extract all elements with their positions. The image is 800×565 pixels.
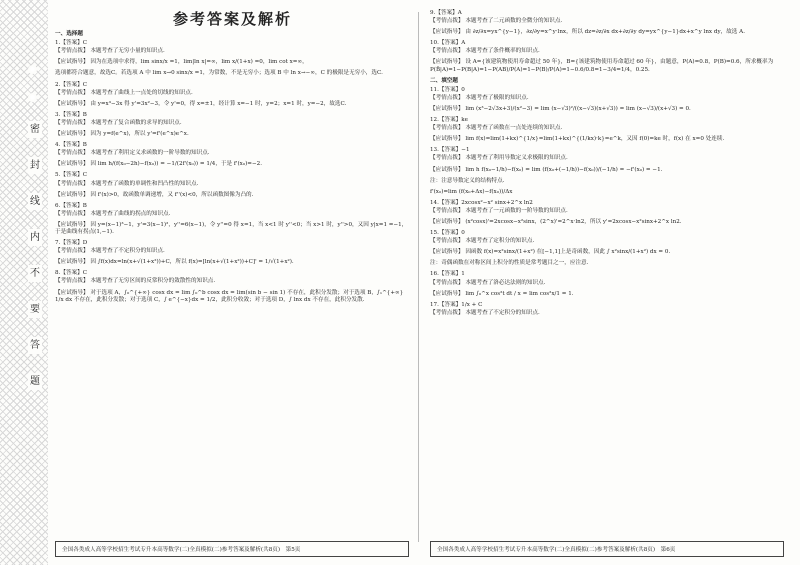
section-heading: 二、填空题 (430, 77, 458, 84)
kaoqing: 【考情点拨】 本题考查了洛必达法则的知识点. (430, 279, 546, 286)
answer-line: 5.【答案】C (55, 172, 87, 179)
right-column (430, 8, 782, 321)
answer-line: 2.【答案】C (55, 81, 87, 88)
answer-line: 15.【答案】0 (430, 230, 465, 237)
answer-line: 3.【答案】B (55, 111, 87, 118)
margin-char: 题 (28, 373, 42, 390)
guidance: 【应试指导】 因为 y=f(e^x)，所以 y'=f'(e^x)e^x. (55, 131, 189, 138)
footer-right: 全国各类成人高等学校招生考试专升本高等数学(二)全真模拟(二)参考答案及解析(共8页) 第6页 (430, 541, 784, 557)
guidance: 【应试指导】 因 ∫f(x)dx=ln(x+√(1+x²))+C，所以 f(x)=[ln(x+√(1+x²))+C]' = 1/√(1+x²). (55, 259, 294, 266)
kaoqing: 【考情点拨】 本题考查了无穷区间的反常积分的敛散性的知识点. (55, 278, 216, 285)
answer-line: 6.【答案】B (55, 202, 87, 209)
guidance: 【应试指导】 因 y=(x−1)³−1，y'=3(x−1)²，y''=6(x−1)，令 y''=0 得 x=1，当 x<1 时 y''<0；当 x>1 时，y''>0，又因 y|x=1 =−1，于是曲线有拐点(1,−1). (55, 221, 408, 235)
margin-char: 线 (28, 193, 42, 210)
answer-line: 12.【答案】ke (430, 117, 468, 124)
section-heading: 一、选择题 (55, 31, 83, 38)
kaoqing: 【考情点拨】 本题考查了不定积分的知识点. (430, 309, 540, 316)
note: 注：注意导数定义的结构特点. (430, 177, 505, 184)
binding-hole-icon: ● (29, 66, 36, 73)
answer-line: 14.【答案】2xcosx²−x² sinx+2^x ln2 (430, 199, 533, 206)
kaoqing: 【考情点拨】 本题考查了曲线的拐点的知识点. (55, 210, 171, 217)
kaoqing: 【考情点拨】 本题考查了条件概率的知识点. (430, 48, 540, 55)
column-divider (418, 12, 419, 542)
margin-char: 内 (28, 229, 42, 246)
answer-line: 16.【答案】1 (430, 271, 465, 278)
kaoqing: 【考情点拨】 本题考查了极限的知识点. (430, 94, 529, 101)
guidance: 【应试指导】 lim ∫₀^x cos²t dt / x = lim cos²x/1 = 1. (430, 290, 574, 297)
kaoqing: 【考情点拨】 本题考查了无穷小量的知识点. (55, 48, 165, 55)
kaoqing: 【考情点拨】 本题考查了曲线上一点处的切线的知识点. (55, 89, 193, 96)
answer-line: 11.【答案】0 (430, 86, 465, 93)
answer-line: 9.【答案】A (430, 10, 462, 16)
margin-char: 不 (28, 265, 42, 282)
kaoqing: 【考情点拨】 本题考查了复合函数的求导的知识点. (55, 119, 182, 126)
binding-hole-icon: ● (29, 94, 36, 101)
kaoqing: 【考情点拨】 本题考查了不定积分的知识点. (55, 248, 165, 255)
answer-line: 1.【答案】C (55, 40, 87, 47)
guidance-more: 选项都符合题意，故选C。若选项 A 中 lim x→0 sinx/x =1，为常数，不是无穷小；选项 B 中 ln x→−∞，C 的极限是无穷小，选C. (55, 70, 383, 77)
guidance: 【应试指导】 因 lim h/(f(x₀−2h)−f(x₀)) = −1/(2f'(x₀)) = 1/4，于是 f'(x₀)=−2. (55, 161, 262, 168)
kaoqing: 【考情点拨】 本题考查了定积分的知识点. (430, 238, 535, 245)
guidance: 【应试指导】 对于选项 A，∫₀^{+∞} cosx dx = lim ∫₀^b cosx dx = lim(sin b − sin 1) 不存在，此积分发散；对于选项 B，∫₁^{+∞} 1/x dx 不存在，此积分发散；对于选项 C，∫ e^{−x}dx = 1/2，此积分收敛；对于选项 D，∫ lnx dx 不存在，此积分发散. (55, 289, 404, 303)
page-title: 参考答案及解析 (172, 10, 292, 28)
binding-margin (0, 0, 48, 565)
answer-line: 17.【答案】1/x + C (430, 301, 483, 308)
footer-left: 全国各类成人高等学校招生考试专升本高等数学(二)全真模拟(二)参考答案及解析(共8页) 第5页 (55, 541, 409, 557)
guidance: 【应试指导】 因 f'(x)>0，故函数单调递增，又 f''(x)<0，所以函数图像为凸的. (55, 191, 254, 198)
kaoqing: 【考情点拨】 本题考查了一元函数的一阶导数的知识点. (430, 207, 568, 214)
guidance: 【应试指导】 由 y=x³−3x 得 y'=3x²−3，令 y'=0，得 x=±1，经计算 x=−1 时，y=2；x=1 时，y=−2，故选C. (55, 100, 347, 107)
kaoqing: 【考情点拨】 本题考查了二元函数的全微分的知识点. (430, 18, 563, 25)
margin-char: 封 (28, 157, 42, 174)
seal-text (28, 65, 42, 409)
guidance: 【应试指导】 因为在选项中求得，lim sinx/x =1，lim|ln x|=∞，lim x/(1+x) =0，lim cot x=∞， (55, 59, 308, 66)
answer-line: 4.【答案】B (55, 142, 87, 149)
guidance: 【应试指导】 因函数 f(x)=x²sinx/(1+x²) 在[−1,1]上是奇函数，因此 ∫ x²sinx/(1+x²) dx = 0. (430, 249, 671, 256)
guidance: 【应试指导】 设 A={该建筑物使用寿命超过 50 年}，B={该建筑物使用寿命超过 60 年}，由题意，P(A)=0.8，P(B)=0.6，所求概率为 P(B̄|A)=1−P(B|A)=1−P(AB)/P(A)=1−P(B)/P(A)=1−0.6/0.8=1−3/4=1/4，0.25. (430, 59, 774, 73)
margin-char: 要 (28, 301, 42, 318)
answer-line: 13.【答案】−1 (430, 147, 470, 154)
kaoqing: 【考情点拨】 本题考查了利用导数定义求极限的知识点. (430, 155, 568, 162)
kaoqing: 【考情点拨】 本题考查了函数在一点处连续的知识点. (430, 125, 563, 132)
kaoqing: 【考情点拨】 本题考查了利用定义求函数的一阶导数的知识点. (55, 150, 210, 157)
answer-line: 7.【答案】D (55, 240, 88, 247)
guidance: 【应试指导】 lim f(x)=lim(1+kx)^{1/x}=lim(1+kx)^{(1/kx)·k}=e^k，又因 f(0)=ke 时，f(x) 在 x=0 处连续. (430, 136, 725, 143)
note: 注：奇偶函数在对称区间上积分的性质是常考题目之一，应注意. (430, 260, 589, 267)
guidance: 【应试指导】 lim (x³−2√3x+3)/(x²−3) = lim (x−√3)²/((x−√3)(x+√3)) = lim (x−√3)/(x+√3) = 0. (430, 105, 691, 112)
left-column (55, 8, 410, 308)
margin-char: 密 (28, 121, 42, 138)
guidance: 【应试指导】 由 ∂z/∂x=yx^{y−1}，∂z/∂y=x^y·lnx，所以 dz=∂z/∂x dx+∂z/∂y dy=yx^{y−1}dx+x^y lnx dy，故选 A. (430, 29, 745, 36)
kaoqing: 【考情点拨】 本题考查了函数的单调性和凹凸性的知识点. (55, 180, 199, 187)
formula: f'(x₀)=lim (f(x₀+Δx)−f(x₀))/Δx (430, 188, 513, 195)
guidance: 【应试指导】 (x²cosx)'=2xcosx−x²sinx，(2^x)'=2^x·ln2，所以 y'=2xcosx−x²sinx+2^x ln2. (430, 218, 682, 225)
answer-line: 8.【答案】C (55, 270, 87, 277)
guidance: 【应试指导】 lim h f(x₀−1/h)−f(x₀) = lim (f(x₀+(−1/h))−f(x₀))/(−1/h) = −f'(x₀) = −1. (430, 166, 663, 173)
answer-line: 10.【答案】A (430, 40, 466, 47)
margin-char: 答 (28, 337, 42, 354)
